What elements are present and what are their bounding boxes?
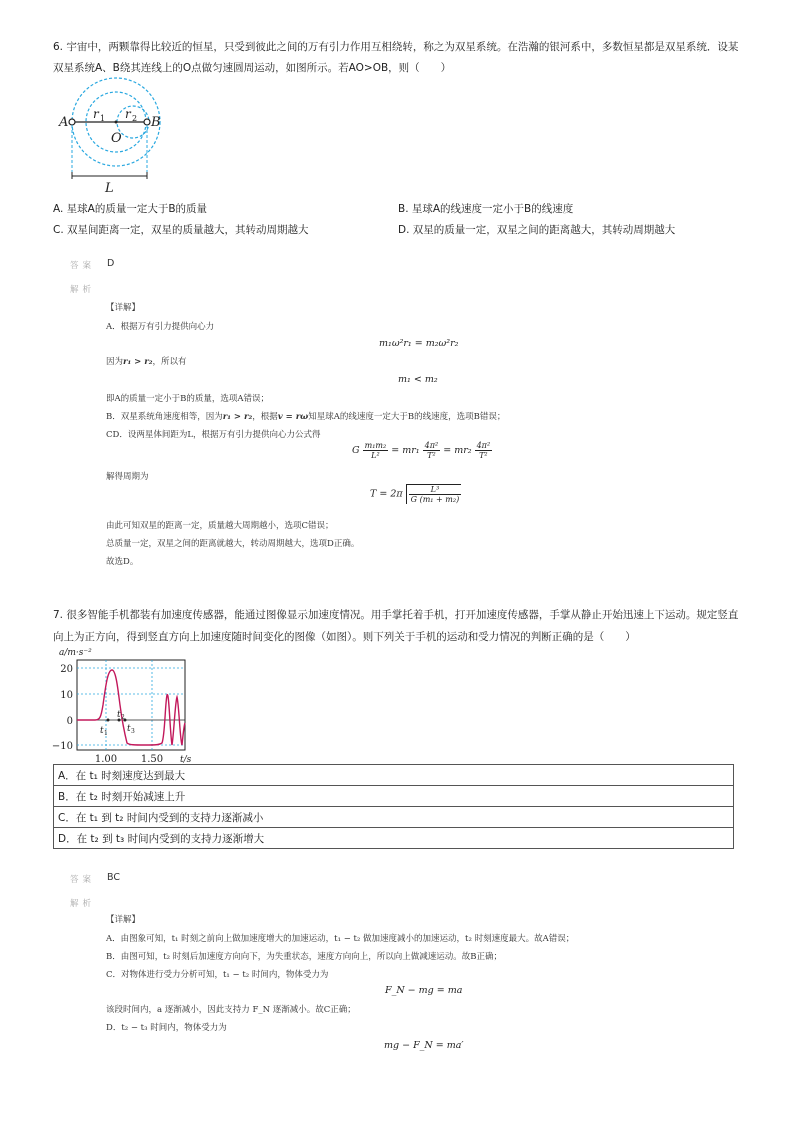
q7-formula-2: mg − F_N = ma′ — [384, 1040, 464, 1051]
q7-option-a: A．在 t₁ 时刻速度达到最大 — [54, 765, 734, 786]
q7-option-c-row — [54, 807, 734, 828]
q7-stem-line1: 7. 很多智能手机都装有加速度传感器，能通过图像显示加速度情况。用手掌托着手机，打开加速度传感器，手掌从静止开始迅速上下运动。规定竖直 — [53, 609, 739, 621]
q7-answer: BC — [107, 872, 120, 883]
point-o — [115, 121, 118, 124]
q6-analysis-label: 解析 — [70, 285, 96, 295]
xtick-150: 1.50 — [140, 754, 164, 765]
label-a: A — [59, 115, 69, 130]
xtick-100: 1.00 — [94, 754, 118, 765]
q7-formula-1: F_N − mg = ma — [385, 985, 463, 996]
ytick-10: 10 — [60, 690, 73, 701]
q6-formula-3: G $\frac{\text{m₁m₂}}{\text{L²}}$ = mr₁ $\frac{\text{4π²}}{\text{T²}}$ = mr₂ $\frac{\text{4π²}}{\text{T²}}$ — [352, 441, 491, 460]
q7-option-b-row — [54, 786, 734, 807]
q6-answer: D — [107, 258, 115, 269]
graph-xlabel: t/s — [180, 755, 192, 765]
label-b: B — [151, 115, 161, 130]
q6-stem-line2: 双星系统A、B绕其连线上的O点做匀速圆周运动，如图所示。若AO>OB，则（ ） — [53, 62, 452, 74]
label-r2: r — [125, 107, 131, 121]
t1-label: t — [100, 726, 104, 736]
star-a — [69, 119, 75, 125]
t3-label: t — [127, 724, 131, 734]
label-r1: r — [93, 107, 99, 121]
svg-text:3: 3 — [131, 728, 135, 735]
graph-ylabel: a/m·s⁻² — [59, 648, 92, 658]
q7-detail-title: 【详解】 — [106, 915, 141, 925]
q7-exp-c-conclusion: 该段时间内，a 逐渐减小，因此支持力 F_N 逐渐减小。故C正确； — [106, 1005, 356, 1015]
q7-option-d: D．在 t₂ 到 t₃ 时间内受到的支持力逐渐增大 — [54, 828, 734, 849]
star-b — [144, 119, 150, 125]
q6-exp-a-conclusion: 即A的质量一定小于B的质量，选项A错误； — [106, 394, 270, 404]
q7-option-b: B．在 t₂ 时刻开始减速上升 — [54, 786, 734, 807]
label-l: L — [105, 181, 114, 196]
q7-option-a-row — [54, 765, 734, 786]
svg-text:2: 2 — [121, 714, 125, 721]
q6-answer-label: 答案 — [70, 261, 96, 271]
ytick-0: 0 — [66, 716, 73, 727]
q6-exp-b: B．双星系统角速度相等，因为r₁ > r₂，根据v = rω知星球A的线速度一定大于B的线速度，选项B错误； — [106, 412, 506, 422]
ytick-20: 20 — [60, 664, 73, 675]
q6-binary-star-figure — [55, 80, 170, 195]
q7-exp-d-intro: D．t₂ − t₃ 时间内，物体受力为 — [106, 1023, 227, 1033]
svg-text:1: 1 — [100, 114, 106, 123]
q7-options-table — [53, 764, 734, 849]
q6-exp-a-intro: A．根据万有引力提供向心力 — [106, 322, 215, 332]
q7-option-c: C．在 t₁ 到 t₂ 时间内受到的支持力逐渐减小 — [54, 807, 734, 828]
q6-option-c: C. 双星间距离一定，双星的质量越大，其转动周期越大 — [53, 224, 309, 236]
t2-label: t — [117, 710, 121, 720]
q6-exp-c-conclusion: 由此可知双星的距离一定，质量越大周期越小，选项C错误； — [106, 521, 334, 531]
label-o: O — [111, 131, 122, 146]
q6-option-a: A. 星球A的质量一定大于B的质量 — [53, 203, 208, 215]
q7-analysis-label: 解析 — [70, 899, 96, 909]
q7-exp-b: B．由图可知，t₂ 时刻后加速度方向向下，为失重状态，速度方向向上，所以向上做减速运动。故B正确； — [106, 952, 503, 962]
q6-detail-title: 【详解】 — [106, 303, 141, 313]
q7-option-d-row — [54, 828, 734, 849]
q7-exp-c-intro: C．对物体进行受力分析可知，t₁ − t₂ 时间内，物体受力为 — [106, 970, 329, 980]
q6-exp-final: 故选D。 — [106, 557, 139, 567]
q6-option-d: D. 双星的质量一定，双星之间的距离越大，其转动周期越大 — [398, 224, 676, 236]
q7-stem-line2: 向上为正方向，得到竖直方向上加速度随时间变化的图像（如图）。则下列关于手机的运动和受力情况的判断正确的是（ ） — [53, 631, 636, 643]
q6-formula-2: m₁ < m₂ — [398, 374, 438, 385]
q6-formula-4: T = 2π $\frac{\text{L³}}{\text{G (m₁ + m₂)}}$ — [370, 485, 460, 504]
q6-exp-d-conclusion: 总质量一定，双星之间的距离就越大，转动周期越大，选项D正确。 — [106, 539, 360, 549]
q6-formula-1: m₁ω²r₁ = m₂ω²r₂ — [379, 338, 459, 349]
q6-stem-line1: 6. 宇宙中，两颗靠得比较近的恒星，只受到彼此之间的万有引力作用互相绕转，称之为双星系统。在浩瀚的银河系中，多数恒星都是双星系统．设某 — [53, 41, 739, 53]
svg-text:2: 2 — [132, 114, 138, 123]
q7-exp-a: A．由图象可知，t₁ 时刻之前向上做加速度增大的加速运动，t₁ − t₂ 做加速度减小的加速运动，t₂ 时刻速度最大。故A错误； — [106, 934, 575, 944]
q6-exp-solve: 解得周期为 — [106, 472, 149, 482]
q6-exp-cd-intro: CD．设两星体间距为L，根据万有引力提供向心力公式得 — [106, 430, 321, 440]
t1-point — [107, 719, 110, 722]
q6-option-b: B. 星球A的线速度一定小于B的线速度 — [398, 203, 574, 215]
q6-exp-because: 因为r₁ > r₂，所以有 — [106, 357, 187, 367]
svg-text:1: 1 — [104, 730, 108, 737]
q7-acceleration-graph — [51, 645, 195, 765]
ytick-m10: −10 — [51, 741, 73, 752]
q7-answer-label: 答案 — [70, 875, 96, 885]
